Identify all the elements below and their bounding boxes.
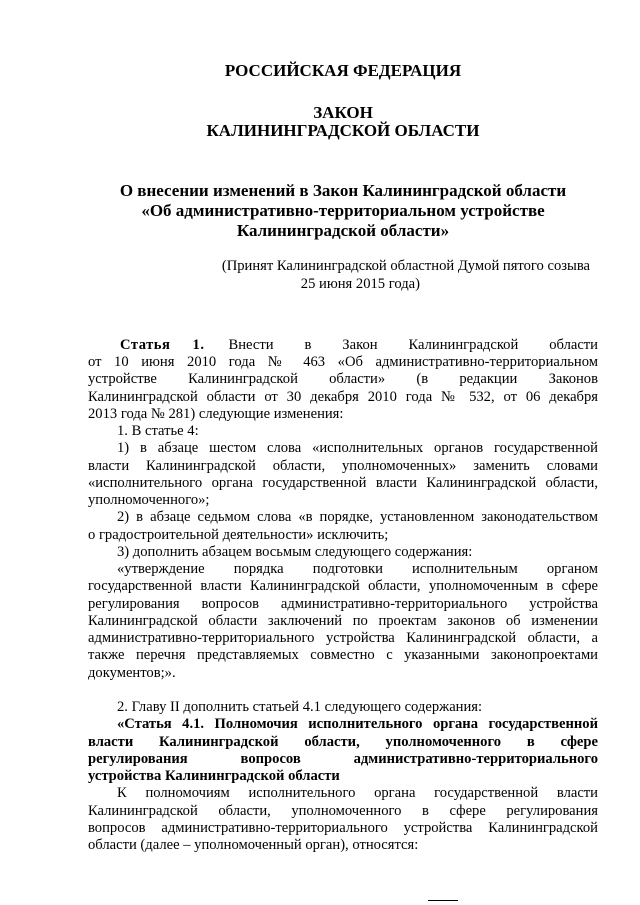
article-1-line-1 [88,337,598,354]
article-1-line-5: 2013 года № 281) следующие изменения: [88,406,344,422]
item-2-head: 2. Главу II дополнить статьей 4.1 следующего содержания: [117,699,483,715]
item-1-quote-line-d: Калининградской области заключений по проектам законов об изменении [88,613,598,629]
law-title-line-1: О внесении изменений в Закон Калининградской области [119,181,567,200]
item-1-quote-line-g: документов;». [88,665,176,681]
item-1-quote-line-b: государственной власти Калининградской области, уполномоченным в сфере [88,578,598,594]
item-1-sub-1-line-c: «исполнительного органа государственной власти Калининградской области, [88,475,598,491]
article-4-1-text-line-a: К полномочиям исполнительного органа государственной власти [117,785,598,801]
item-1-quote-line-e: административно-территориального устройства Калининградской области, а [88,630,598,646]
article-4-1-text-line-c: вопросов административно-территориального устройства Калининградской [88,820,598,836]
article-1-line-1-text: Внести в Закон Калининградской области [228,337,598,353]
article-4-1-title-line-a: «Статья 4.1. Полномочия исполнительного органа государственной [117,716,598,732]
footer-rule [428,900,458,901]
article-4-1-title-line-c: регулирования вопросов административно-территориального [88,751,598,767]
adopted-line-2: 25 июня 2015 года) [300,276,420,292]
item-1-sub-2-line-a: 2) в абзаце седьмом слова «в порядке, установленном законодательством [117,509,598,525]
article-4-1-title-line-b: власти Калининградской области, уполномоченного в сфере [88,734,598,750]
region-heading: КАЛИНИНГРАДСКОЙ ОБЛАСТИ [206,121,480,140]
item-1-sub-1-line-a: 1) в абзаце шестом слова «исполнительных органов государственной [117,440,598,456]
article-1-line-3: устройстве Калининградской области» (в редакции Законов [88,371,598,387]
item-1-sub-2-line-b: о градостроительной деятельности» исключить; [88,527,389,543]
item-1-quote-line-c: регулирования вопросов административно-территориального устройства [88,596,598,612]
item-1-sub-1-line-b: власти Калининградской области, уполномоченных» заменить словами [88,458,598,474]
article-1-line-4: Калининградской области от 30 декабря 2010 года № 532, от 06 декабря [88,389,598,405]
item-1-quote-line-f: также перечня представляемых совместно с указанными законопроектами [88,647,598,663]
article-4-1-text-line-d: области (далее – уполномоченный орган), относятся: [88,837,419,853]
item-1-sub-1-line-d: уполномоченного»; [88,492,210,508]
law-title-line-2: «Об административно-территориальном устройстве [141,201,545,220]
law-title-line-3: Калининградской области» [236,221,450,240]
article-4-1-title-line-d: устройства Калининградской области [88,768,340,784]
article-1-line-2: от 10 июня 2010 года № 463 «Об административно-территориальном [88,354,598,370]
article-1-label: Статья 1. [120,337,205,353]
item-1-sub-3: 3) дополнить абзацем восьмым следующего содержания: [117,544,473,560]
article-4-1-text-line-b: Калининградской области, уполномоченного в сфере регулирования [88,803,598,819]
item-1-quote-line-a: «утверждение порядка подготовки исполнительным органом [117,561,598,577]
doc-type-heading: ЗАКОН [313,103,373,122]
country-heading: РОССИЙСКАЯ ФЕДЕРАЦИЯ [224,61,462,80]
adopted-line-1: (Принят Калининградской областной Думой пятого созыва [221,258,590,274]
item-1-head: 1. В статье 4: [117,423,199,439]
